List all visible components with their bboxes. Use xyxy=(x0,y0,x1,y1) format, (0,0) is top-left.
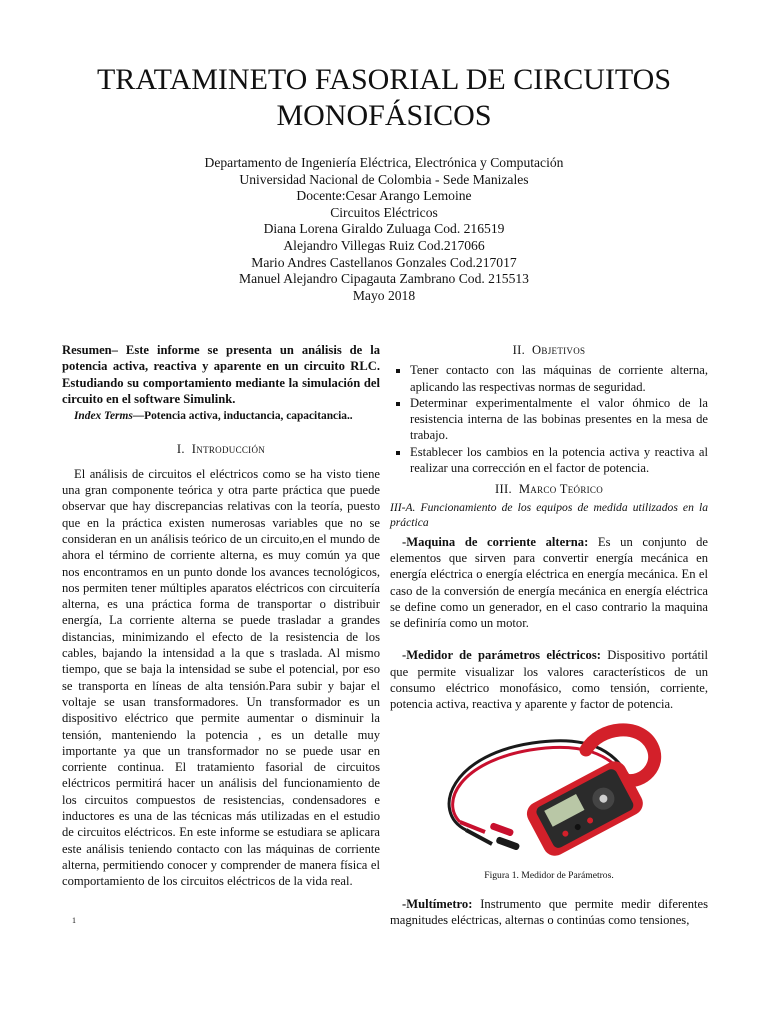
paragraph-maquina xyxy=(390,534,708,632)
section-title: Introducción xyxy=(191,442,266,457)
index-terms xyxy=(62,408,380,424)
author-line: Docente:Cesar Arango Lemoine xyxy=(296,188,472,204)
term-label: -Multímetro: xyxy=(402,897,473,911)
term-label: -Medidor de parámetros eléctricos: xyxy=(402,648,601,663)
clamp-meter-image xyxy=(390,722,708,862)
figure-caption: Figura 1. Medidor de Parámetros. xyxy=(484,870,614,881)
author-line: Diana Lorena Giraldo Zuluaga Cod. 216519 xyxy=(263,221,505,237)
term-text: Instrumento que permite medir diferentes magnitudes eléctricas, alternas o continúas como tensiones, xyxy=(390,897,708,928)
term-label: -Maquina de corriente alterna: xyxy=(402,534,589,549)
paper-title: TRATAMINETO FASORIAL DE CIRCUITOS MONOFÁSICOS xyxy=(96,63,671,132)
objectives-list xyxy=(390,362,708,476)
objective-item: Determinar experimentalmente el valor óhmico de la resistencia interna de las bobinas presentes en la mesa de trabajo. xyxy=(390,395,708,444)
objective-item: Establecer los cambios en la potencia activa y reactiva al realizar una corrección en el factor de potencia. xyxy=(390,444,708,477)
section-heading-introduccion xyxy=(62,441,380,457)
paragraph-medidor xyxy=(390,647,708,712)
abstract: Resumen– Este informe se presenta un análisis de la potencia activa, reactiva y aparente en un circuito RLC. Estudiando su comportamiento mediante la simulación del circuito en el software Simulink. xyxy=(62,343,380,406)
intro-paragraph: El análisis de circuitos el eléctricos como se ha visto tiene una gran componente teórica y otra parte práctica que puede observar que hay discrepancias relativas con la teoría, puesto que en la práctica existen numerosas variables que no se consideran en un análisis teórico de un circuito,en el mundo de ahora el término de corriente alterna, es muy común ya que nos encontramos en un punto donde los avances tecnológicos, nos permiten tener múltiples aparatos eléctricos con circuitería alterna, es una práctica forma de transportar o distribuir energía, La corriente alterna se puede trasladar a grandes distancias, minimizando el efecto de la resistencia de los cables, bajando la intensidad a la que s traslada. Al mismo tiempo, que se baja la intensidad se sube el potencial, por eso se transporta en líneas de alta tensión.Para subir y bajar el voltaje se usan transformadores. Un transformador es un dispositivo eléctrico que permite aumentar o disminuir la tensión, manteniendo la potencia , es un detalle muy importante ya que un transformador no se puede usar en corriente continua. El tratamiento fasorial de circuitos eléctricos permitirá hacer un análisis del funcionamiento de los circuitos compuestos de resistencias, condensadores e inductores es una de las técnicas más utilizadas en el estudio de circuitos eléctricos. En este informe se estudiara se aplicara este análisis teniendo contacto con las máquinas de corriente alterna, permitiendo conocer y comprender de manera física el comportamiento de los circuitos eléctricos de la vida real. xyxy=(62,466,380,889)
author-line: Universidad Nacional de Colombia - Sede Manizales xyxy=(239,171,529,187)
footnote-marker: 1 xyxy=(72,916,76,925)
index-terms-label: Index Terms xyxy=(74,410,133,423)
author-line: Alejandro Villegas Ruiz Cod.217066 xyxy=(283,237,485,253)
term-text: Es un conjunto de elementos que sirven para convertir energía mecánica en energía eléctrica o energía eléctrica en energía mecánica. En el caso de la conversión de energía mecánica en energía eléctrica se define como un generador, en el caso contrario la maquina se definiría como un motor. xyxy=(390,534,708,631)
figure-clamp-meter xyxy=(390,722,708,862)
author-line: Circuitos Eléctricos xyxy=(330,204,438,220)
section-title: Marco Teórico xyxy=(518,482,604,497)
left-column xyxy=(62,342,380,890)
author-line: Manuel Alejandro Cipagauta Zambrano Cod. 215513 xyxy=(239,271,529,287)
objective-item: Tener contacto con las máquinas de corriente alterna, aplicando las respectivas normas de seguridad. xyxy=(390,362,708,395)
right-column-continued xyxy=(390,896,708,929)
section-number: I. xyxy=(176,442,185,457)
author-block xyxy=(100,155,668,304)
section-heading-objetivos xyxy=(390,342,708,358)
right-column xyxy=(390,342,708,713)
section-title: Objetivos xyxy=(532,343,586,357)
author-line: Mario Andres Castellanos Gonzales Cod.217017 xyxy=(251,254,517,270)
author-line: Departamento de Ingeniería Eléctrica, Electrónica y Computación xyxy=(204,155,564,170)
paragraph-multimetro xyxy=(390,896,708,929)
index-terms-text: —Potencia activa, inductancia, capacitancia.. xyxy=(132,410,353,423)
term-text: Dispositivo portátil que permite visualizar los valores característicos de un consumo eléctrico monofásico, como tensión, corriente, potencia activa, reactiva y aparente y factor de potencia. xyxy=(390,648,708,712)
section-number: II. xyxy=(512,343,526,357)
subsection-heading: III-A. Funcionamiento de los equipos de medida utilizados en la práctica xyxy=(390,500,708,529)
section-heading-marco-teorico xyxy=(390,481,708,497)
date-line: Mayo 2018 xyxy=(352,287,416,303)
section-number: III. xyxy=(494,482,512,497)
